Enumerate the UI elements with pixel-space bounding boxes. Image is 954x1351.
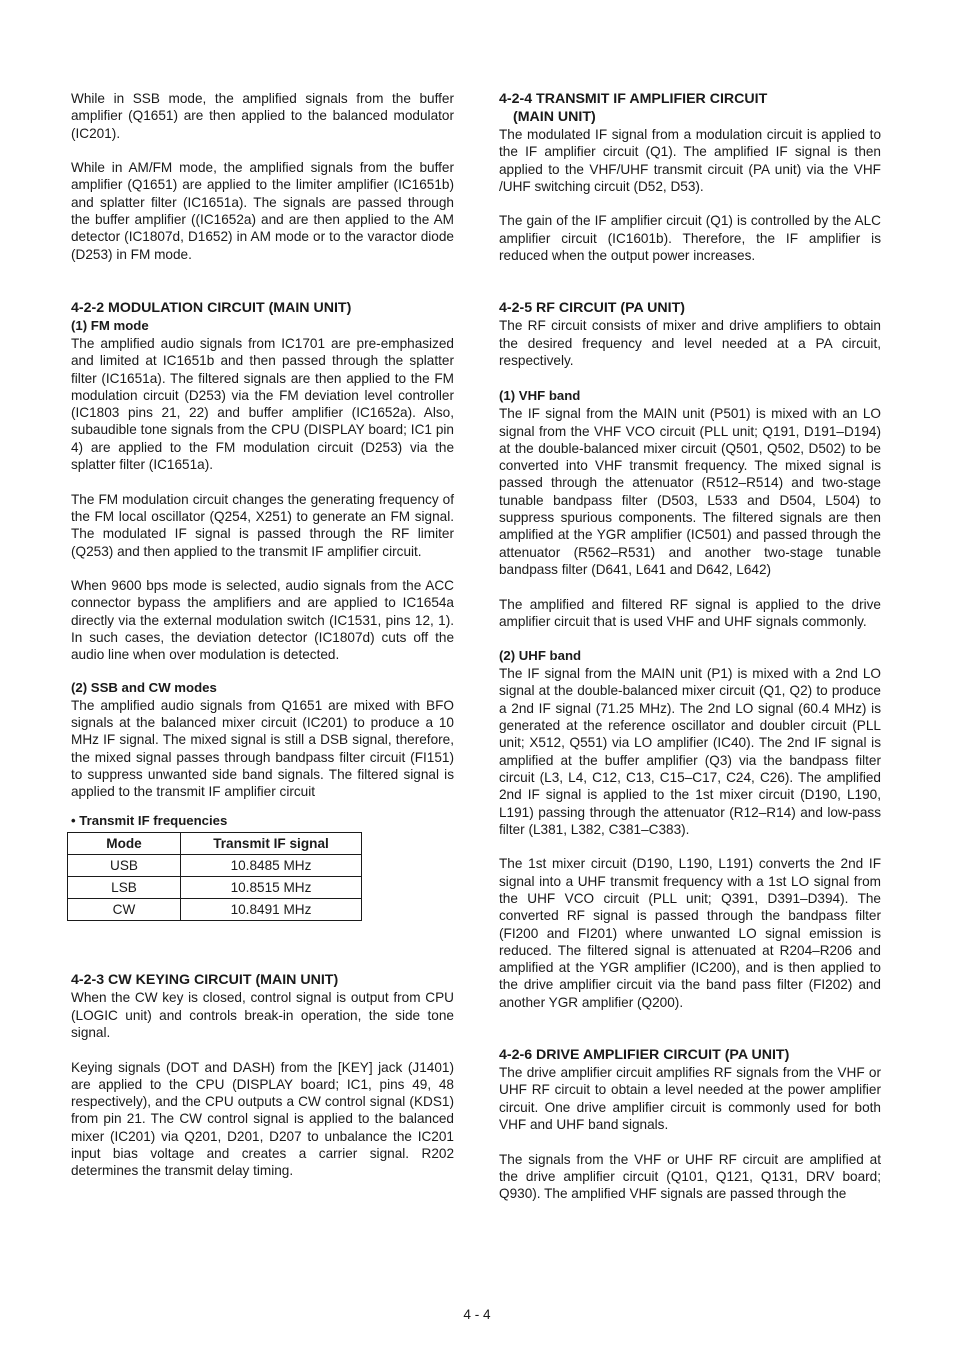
page-number-text: 4 - 4: [463, 1307, 491, 1322]
table-header-row: [68, 833, 362, 855]
right-column: [499, 90, 881, 1202]
cell-mode: CW: [68, 899, 181, 921]
heading-cw-keying-circuit: 4-2-3 CW KEYING CIRCUIT (MAIN UNIT): [71, 972, 339, 989]
paragraph-uhf-1: The IF signal from the MAIN unit (P1) is mixed with a 2nd LO signal at the double-balanced mixer circuit (Q1, Q2) to produce a 2nd IF signal (71.25 MHz). The 2nd LO signal (60.4 MHz) is generated at the reference oscillator and doubler circuit (PLL unit; X512, Q551) via LO amplifier (IC40). The 2nd IF signal is amplified at the buffer amplifier (Q3) via the bandpass filter circuit (L3, L4, C12, C13, C15–C17, C24, C26). The amplified 2nd IF signal is applied to the 1st mixer circuit (D190, L190, L191) passing through the attenuator (R12–R14) and low-pass filter (L381, L382, C381–C383).: [499, 666, 881, 837]
table-title: • Transmit IF frequencies: [71, 813, 228, 829]
table-row: [68, 877, 362, 899]
paragraph-fm-1: The amplified audio signals from IC1701 are pre-emphasized and limited at IC1651b and then passed through the splatter filter (IC1651a). The filtered signals are then applied to the FM modulation circuit (D253) via the FM deviation level controller (IC1803 pins 21, 22) and buffer amplifier (IC1652a). Also, subaudible tone signals from the CPU (DISPLAY board; IC1 pin 4) are applied to the FM modulation circuit (D253) via the splatter filter (IC1651a).: [71, 335, 454, 473]
heading-line-1: 4-2-4 TRANSMIT IF AMPLIFIER CIRCUIT: [499, 91, 768, 107]
paragraph-vhf-2: The amplified and filtered RF signal is applied to the drive amplifier circuit that is used VHF and UHF signals commonly.: [499, 596, 881, 629]
cell-frequency: 10.8491 MHz: [181, 899, 362, 921]
paragraph-cw-1: When the CW key is closed, control signal is output from CPU (LOGIC unit) and controls break-in operation, the side tone signal.: [71, 990, 454, 1040]
cell-frequency: 10.8485 MHz: [181, 855, 362, 877]
heading-rf-circuit: 4-2-5 RF CIRCUIT (PA UNIT): [499, 300, 686, 317]
paragraph-if-1: The modulated IF signal from a modulation circuit is applied to the IF amplifier circuit (Q1). The amplified IF signal is then applied to the VHF/UHF transmit circuit (PA unit) via the VHF /UHF switching circuit (D52, D53).: [499, 127, 881, 194]
heading-line-2: (MAIN UNIT): [513, 109, 596, 125]
subheading-vhf-band: (1) VHF band: [499, 388, 581, 404]
table-row: [68, 855, 362, 877]
cell-mode: USB: [68, 855, 181, 877]
heading-transmit-if-amplifier: [499, 90, 881, 126]
paragraph-cw-2: Keying signals (DOT and DASH) from the [KEY] jack (J1401) are applied to the CPU (DISPLAY board; IC1, pins 49, 48 respectively), and the CPU outputs a CW control signal (KDS1) from pin 21. The CW control signal is applied to the balanced mixer (IC201) via Q201, D201, D207 to unbalance the IC201 input bias voltage and creates a carrier signal. R202 determines the transmit delay timing.: [71, 1059, 454, 1179]
paragraph-ssb-mode: While in SSB mode, the amplified signals from the buffer amplifier (Q1651) are then applied to the balanced modulator (IC201).: [71, 91, 454, 141]
cell-mode: LSB: [68, 877, 181, 899]
subheading-uhf-band: (2) UHF band: [499, 648, 582, 664]
page-number: [0, 1307, 954, 1322]
cell-frequency: 10.8515 MHz: [181, 877, 362, 899]
transmit-if-table: [67, 832, 362, 921]
paragraph-am-fm-mode: While in AM/FM mode, the amplified signals from the buffer amplifier (Q1651) are applied to the limiter amplifier (IC1651b) and splatter filter (IC1651a). The signals are passed through the buffer amplifier ((IC1652a) and are then applied to the AM detector (IC1807d, D1652) in AM mode or to the varactor diode (D253) in FM mode.: [71, 160, 454, 262]
paragraph-ssb-cw: The amplified audio signals from Q1651 are mixed with BFO signals at the balanced mixer circuit (IC201) to produce a 10 MHz IF signal. The mixed signal is still a DSB signal, therefore, the mixed signal passes through bandpass filter circuit (FI151) to suppress unwanted side band signals. The filtered signal is applied to the transmit IF amplifier circuit: [71, 697, 454, 800]
column-header-mode: Mode: [68, 833, 181, 855]
paragraph-fm-3: When 9600 bps mode is selected, audio signals from the ACC connector bypass the amplifiers and are applied to IC1654a directly via the external modulation switch (IC1531, pins 12, 1). In such cases, the deviation detector (IC1807d) cuts off the audio line when over modulation is detected.: [71, 578, 454, 663]
paragraph-if-2: The gain of the IF amplifier circuit (Q1) is controlled by the ALC amplifier circuit (IC1601b). Therefore, the IF amplifier is reduced when the output power increases.: [499, 213, 881, 264]
heading-drive-amplifier: 4-2-6 DRIVE AMPLIFIER CIRCUIT (PA UNIT): [499, 1047, 790, 1064]
paragraph-drive-1: The drive amplifier circuit amplifies RF signals from the VHF or UHF RF circuit to obtain a level needed at the power amplifier circuit. One drive amplifier circuit is commonly used for both VHF and UHF band signals.: [499, 1065, 881, 1132]
table-row: [68, 899, 362, 921]
paragraph-uhf-2: The 1st mixer circuit (D190, L190, L191) converts the 2nd IF signal into a UHF transmit frequency with a 1st LO signal from the UHF VCO circuit (PLL unit; Q391, D391–D394). The converted RF signal is passed through the bandpass filter (FI200 and FI201) where unwanted LO signal emission is reduced. The filtered signal is attenuated at R204–R206 and amplified at the YGR amplifier (IC200), and is then applied to the drive amplifier circuit via the band pass filter (FI202) and another YGR amplifier (Q200).: [499, 856, 881, 1010]
paragraph-vhf-1: The IF signal from the MAIN unit (P501) is mixed with an LO signal from the VHF VCO circuit (PLL unit; Q191, D191–D194) at the double-balanced mixer circuit (Q501, Q502, D502) to be converted into VHF transmit frequency. The mixed signal is passed through the attenuator (R512–R514) and two-stage tunable bandpass filter (D503, L533 and D504, L504) to suppress spurious components. The filtered signals are then amplified at the YGR amplifier (IC501) and passed through the attenuator (R562–R531) and another two-stage tunable bandpass filter (D641, L641 and D642, L642): [499, 406, 881, 577]
paragraph-drive-2: The signals from the VHF or UHF RF circuit are amplified at the drive amplifier circuit (Q101, Q121, Q131, DRV board; Q930). The amplified VHF signals are passed through the: [499, 1151, 881, 1202]
heading-modulation-circuit: 4-2-2 MODULATION CIRCUIT (MAIN UNIT): [71, 299, 352, 316]
left-column: [71, 90, 454, 1180]
subheading-fm-mode: (1) FM mode: [71, 317, 149, 333]
paragraph-rf: The RF circuit consists of mixer and drive amplifiers to obtain the desired frequency and level needed at a PA circuit, respectively.: [499, 318, 881, 368]
column-header-transmit-if: Transmit IF signal: [181, 833, 362, 855]
paragraph-fm-2: The FM modulation circuit changes the generating frequency of the FM local oscillator (Q254, X251) to generate an FM signal. The modulated IF signal is passed through the RF limiter (Q253) and then applied to the transmit IF amplifier circuit.: [71, 491, 454, 559]
subheading-ssb-cw-modes: (2) SSB and CW modes: [71, 679, 217, 695]
